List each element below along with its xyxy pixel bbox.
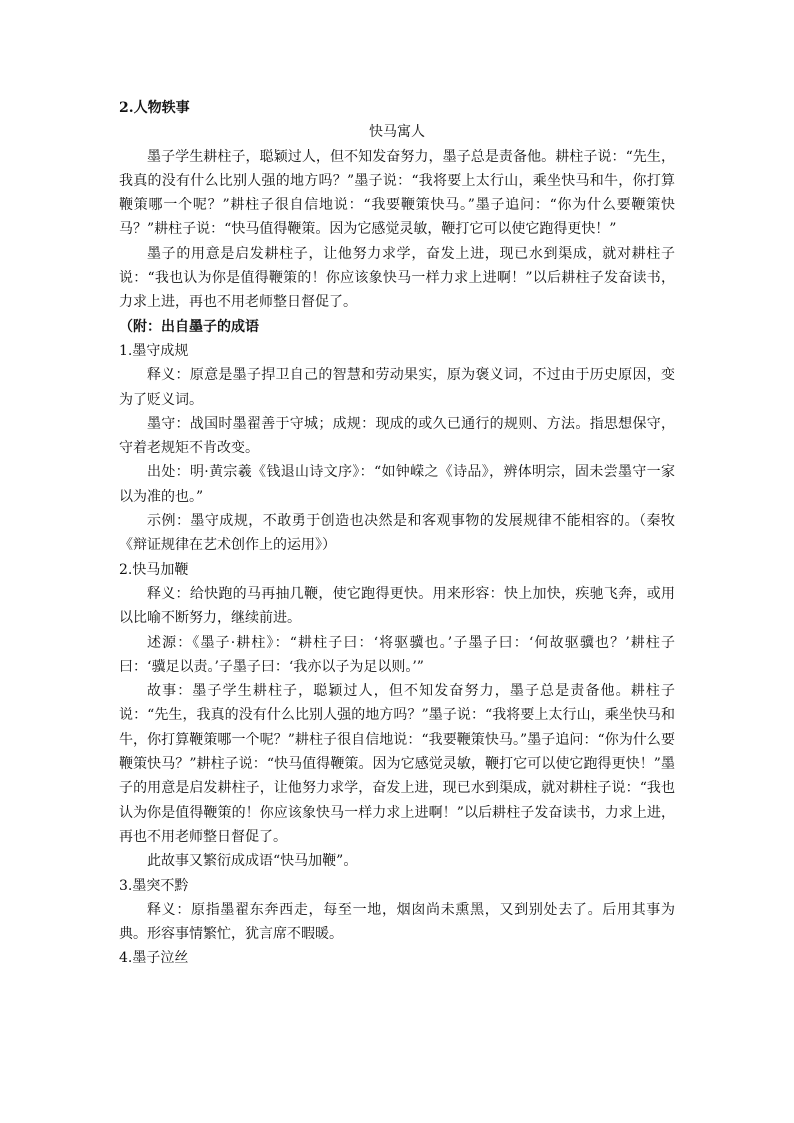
section-heading: 2.人物轶事 [119,100,190,116]
idiom-paragraph: 出处：明·黄宗羲《钱退山诗文序》：“如钟嵘之《诗品》，辨体明宗，固未尝墨守一家以为准的也。” [119,464,675,505]
idiom-paragraph: 墨守：战国时墨翟善于守城；成规：现成的或久已通行的规则、方法。指思想保守，守着老规矩不肯改变。 [119,415,675,457]
idiom-paragraph: 释义：原指墨翟东奔西走，每至一地，烟囱尚未熏黑，又到别处去了。后用其事为典。形容事情繁忙，犹言席不暇暖。 [119,901,675,943]
idiom-paragraph: 释义：原意是墨子捍卫自己的智慧和劳动果实，原为褒义词，不过由于历史原因，变为了贬义词。 [119,367,675,408]
story-title: 快马寓人 [369,124,425,141]
story-paragraph: 墨子的用意是启发耕柱子，让他努力求学，奋发上进，现已水到渠成，就对耕柱子说：“我也认为你是值得鞭策的！你应该象快马一样力求上进啊！”以后耕柱子发奋读书，力求上进，再也不用老师整日督促了。 [119,245,675,311]
idiom-heading: 2.快马加鞭 [119,561,189,578]
idiom-heading: 3.墨突不黔 [119,877,189,894]
document-page [119,96,675,971]
idiom-paragraph: 故事：墨子学生耕柱子，聪颖过人，但不知发奋努力，墨子总是责备他。耕柱子说：“先生，我真的没有什么比别人强的地方吗？”墨子说：“我将要上太行山，乘坐快马和牛，你打算鞭策哪一个呢？”耕柱子很自信地说：“我要鞭策快马。”墨子追问：“你为什么要鞭策快马？”耕柱子说：“快马值得鞭策。因为它感觉灵敏，鞭打它可以使它跑得更快！”墨子的用意是启发耕柱子，让他努力求学，奋发上进，现已水到渠成，就对耕柱子说：“我也认为你是值得鞭策的！你应该象快马一样力求上进啊！”以后耕柱子发奋读书，力求上进，再也不用老师整日督促了。 [119,683,675,845]
idiom-paragraph: 述源：《墨子·耕柱》：“耕柱子曰：‘将驱骥也。’子墨子曰：‘何故驱骥也？’耕柱子曰：‘骥足以责。’子墨子曰：‘我亦以子为足以则。’” [119,634,675,675]
idiom-paragraph: 释义：给快跑的马再抽几鞭，使它跑得更快。用来形容：快上加快，疾驰飞奔，或用以比喻不断努力，继续前进。 [119,585,675,627]
story-paragraph: 墨子学生耕柱子，聪颖过人，但不知发奋努力，墨子总是责备他。耕柱子说：“先生，我真的没有什么比别人强的地方吗？”墨子说：“我将要上太行山，乘坐快马和牛，你打算鞭策哪一个呢？”耕柱子很自信地说：“我要鞭策快马。”墨子追问：“你为什么要鞭策快马？”耕柱子说：“快马值得鞭策。因为它感觉灵敏，鞭打它可以使它跑得更快！” [119,148,675,238]
idiom-heading: 1.墨守成规 [119,342,189,359]
appendix-heading: （附：出自墨子的成语 [119,318,259,335]
idiom-paragraph: 示例：墨守成规，不敢勇于创造也决然是和客观事物的发展规律不能相容的。（秦牧《辩证规律在艺术创作上的运用》） [119,513,675,554]
idiom-paragraph: 此故事又繁衍成成语“快马加鞭”。 [147,853,358,870]
idiom-heading: 4.墨子泣丝 [119,950,189,967]
